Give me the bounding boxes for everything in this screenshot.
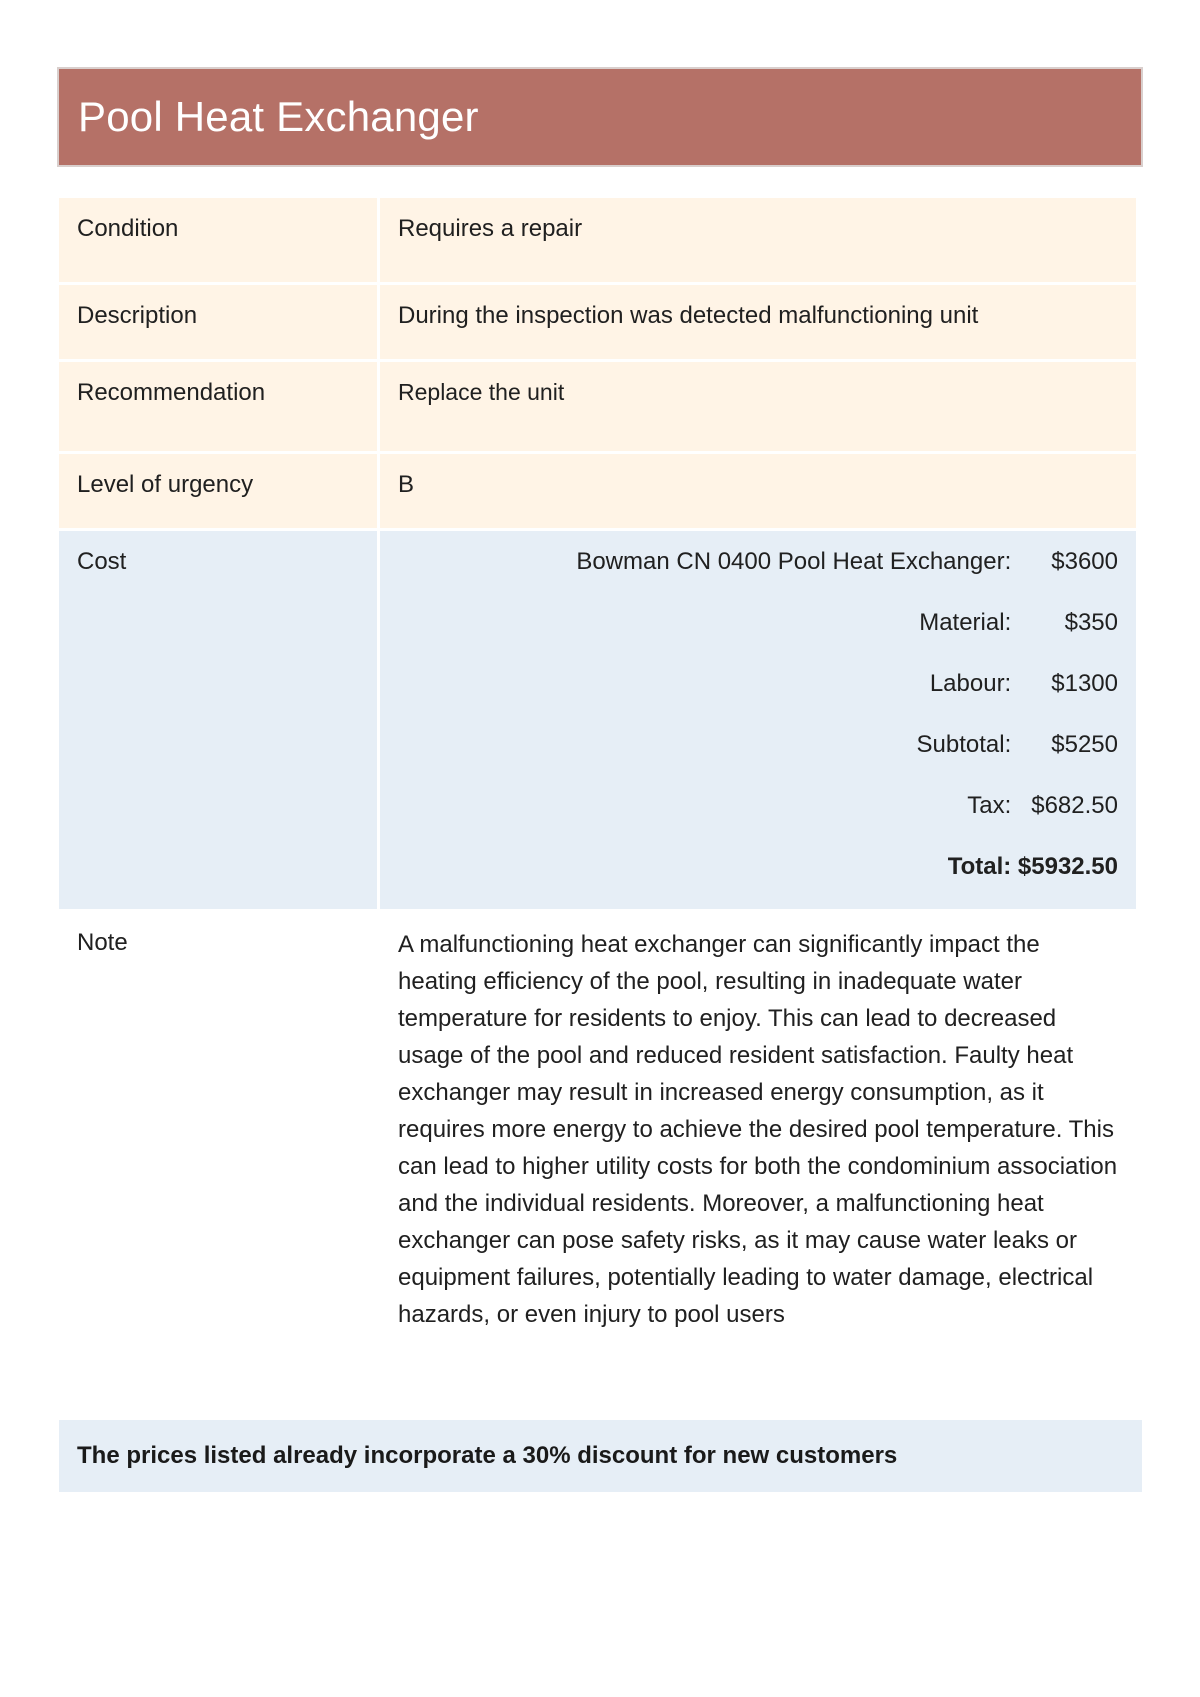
description-label: Description [59,285,377,359]
cost-amount: $5250 [1031,731,1118,792]
page-title: Pool Heat Exchanger [78,93,479,140]
cost-breakdown-cell [380,531,1136,909]
cost-amount: $350 [1031,609,1118,670]
urgency-label: Level of urgency [59,454,377,528]
cost-item: Bowman CN 0400 Pool Heat Exchanger: [576,548,1031,609]
cost-line [576,731,1118,792]
note-row [59,912,1136,1350]
condition-value: Requires a repair [380,198,1136,282]
cost-item: Material: [576,609,1031,670]
cost-item: Labour: [576,670,1031,731]
description-row [59,285,1136,359]
discount-banner [59,1420,1142,1492]
inspection-table [56,195,1139,1353]
cost-amount: $3600 [1031,548,1118,609]
recommendation-label: Recommendation [59,362,377,451]
urgency-row [59,454,1136,528]
cost-item: Tax: [576,792,1031,853]
cost-line [576,548,1118,609]
cost-total-line [576,853,1118,881]
cost-label: Cost [59,531,377,909]
title-banner [57,67,1143,167]
cost-amount: $682.50 [1031,792,1118,853]
cost-total: Total: $5932.50 [576,853,1118,881]
condition-label: Condition [59,198,377,282]
note-cell [380,912,1136,1350]
recommendation-value: Replace the unit [380,362,1136,451]
cost-row [59,531,1136,909]
note-label: Note [59,912,377,1350]
recommendation-row [59,362,1136,451]
urgency-value: B [380,454,1136,528]
cost-amount: $1300 [1031,670,1118,731]
cost-line [576,792,1118,853]
discount-note: The prices listed already incorporate a 30% discount for new customers [77,1442,898,1469]
cost-line [576,609,1118,670]
note-text: A malfunctioning heat exchanger can significantly impact the heating efficiency of the pool, resulting in inadequate water temperature for residents to enjoy. This can lead to decreased usage of the pool and reduced resident satisfaction. Faulty heat exchanger may result in increased energy consumption, as it requires more energy to achieve the desired pool temperature. This can lead to higher utility costs for both the condominium association and the individual residents. Moreover, a malfunctioning heat exchanger can pose safety risks, as it may cause water leaks or equipment failures, potentially leading to water damage, electrical hazards, or even injury to pool users [398,931,1118,1328]
description-value: During the inspection was detected malfunctioning unit [380,285,1136,359]
condition-row [59,198,1136,282]
cost-breakdown [576,548,1118,881]
cost-item: Subtotal: [576,731,1031,792]
cost-line [576,670,1118,731]
